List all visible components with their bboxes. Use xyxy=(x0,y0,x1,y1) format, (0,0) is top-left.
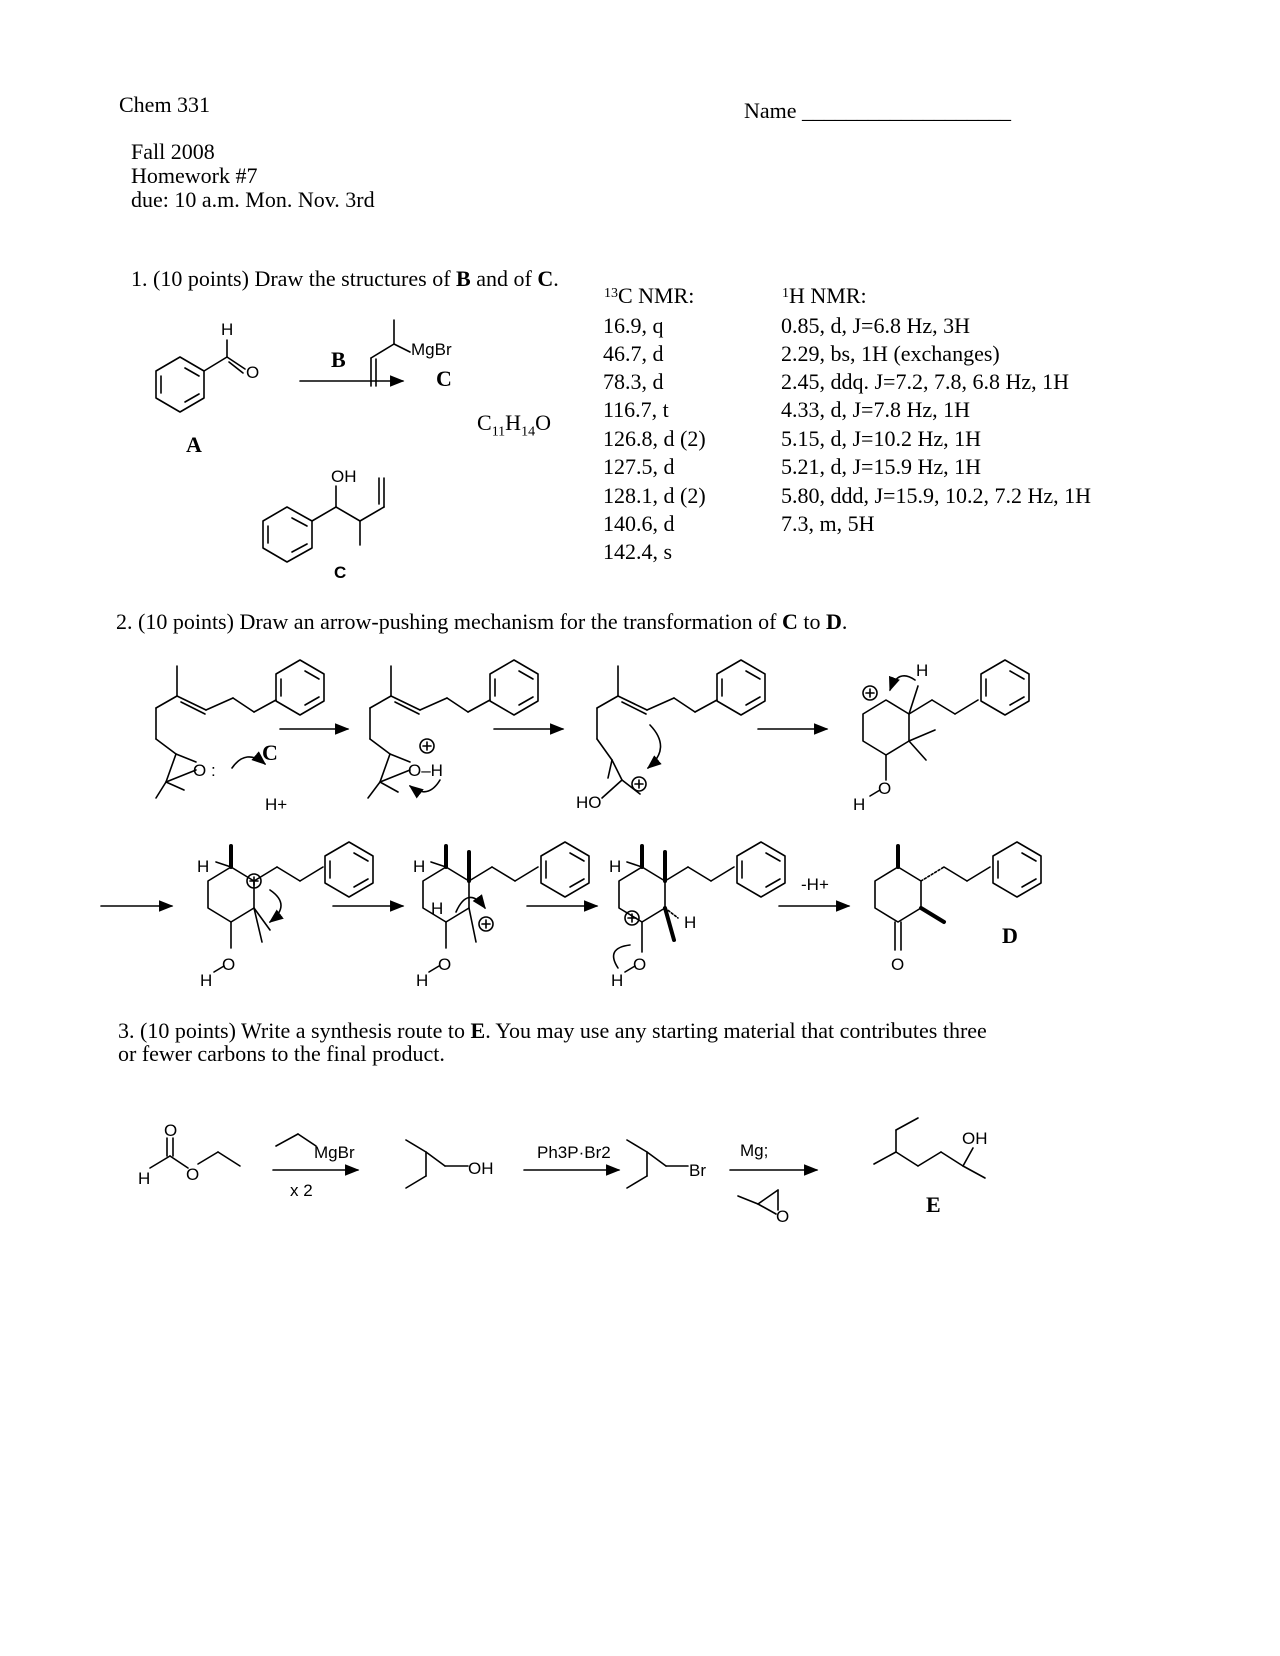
h1-superscript: 1 xyxy=(782,286,789,301)
q2-prompt-d: D xyxy=(825,609,842,634)
h1-peak: 5.21, d, J=15.9 Hz, 1H xyxy=(781,454,982,479)
atom-label: Br xyxy=(689,1161,706,1180)
compound-label-c-small: C xyxy=(334,563,347,582)
h1-peak: 4.33, d, J=7.8 Hz, 1H xyxy=(781,397,971,422)
c13-peak: 140.6, d xyxy=(603,511,675,536)
propylene-oxide-structure xyxy=(738,1190,778,1214)
q1-prompt-period: . xyxy=(553,266,559,291)
q3-prompt-e: E xyxy=(470,1018,486,1043)
hydride-shift-cation-structure xyxy=(208,842,373,972)
h1-peak: 7.3, m, 5H xyxy=(781,511,875,536)
c13-peak: 128.1, d (2) xyxy=(603,483,706,508)
q3-prompt-end: . You may use any starting material that contributes three xyxy=(485,1018,987,1043)
atom-label: O xyxy=(222,955,236,974)
q1-prompt-and: and of xyxy=(470,266,538,291)
h1-peak: 0.85, d, J=6.8 Hz, 3H xyxy=(781,313,971,338)
name-field-label: Name ___________________ xyxy=(744,98,1012,123)
due-date: due: 10 a.m. Mon. Nov. 3rd xyxy=(131,187,375,212)
h1-peak: 5.80, ddd, J=15.9, 10.2, 7.2 Hz, 1H xyxy=(781,483,1092,508)
atom-label: H xyxy=(609,857,622,876)
c13-peak: 126.8, d (2) xyxy=(603,426,706,451)
curved-arrow xyxy=(648,725,661,768)
compound-label-c: C xyxy=(436,366,452,391)
q1-prompt-start: 1. (10 points) Draw the structures of xyxy=(131,266,457,291)
ethyl-grignard-structure xyxy=(276,1134,316,1146)
curved-arrow xyxy=(890,676,915,690)
atom-label: H xyxy=(853,795,866,814)
h1-peak: 5.15, d, J=10.2 Hz, 1H xyxy=(781,426,982,451)
alcohol-c-structure xyxy=(263,478,384,562)
compound-label-a: A xyxy=(186,432,202,457)
c13-peak: 127.5, d xyxy=(603,454,675,479)
compound-label-e: E xyxy=(926,1192,941,1217)
atom-label: H xyxy=(200,971,213,990)
atom-label: O xyxy=(878,779,892,798)
atom-label: O xyxy=(438,955,452,974)
atom-label: O xyxy=(891,955,905,974)
benzaldehyde-structure xyxy=(156,340,245,412)
atom-label: O xyxy=(164,1121,178,1140)
q2-prompt-to: to xyxy=(797,609,826,634)
oxocarbenium-structure xyxy=(619,842,785,972)
atom-label: O xyxy=(186,1165,200,1184)
h1-peak: 2.45, ddq. J=7.2, 7.8, 6.8 Hz, 1H xyxy=(781,369,1070,394)
reagent-label: MgBr xyxy=(411,340,452,359)
atom-label: H xyxy=(611,971,624,990)
atom-label: OH xyxy=(962,1129,988,1148)
atom-label: H xyxy=(413,857,426,876)
curved-arrow xyxy=(614,945,630,968)
crotyl-grignard-structure xyxy=(371,320,410,386)
protonated-oxygen: O–H xyxy=(408,761,443,780)
epoxide-oxygen: O : xyxy=(193,761,216,780)
atom-label: H xyxy=(916,661,929,680)
atom-label: H xyxy=(684,913,697,932)
c13-superscript: 13 xyxy=(604,286,618,301)
curved-arrow xyxy=(410,780,440,792)
atom-label: OH xyxy=(331,467,357,486)
reagent-label: Ph3P·Br2 xyxy=(537,1143,611,1162)
atom-label: H xyxy=(431,899,444,918)
tertiary-cation-structure xyxy=(597,660,765,798)
q3-prompt-start: 3. (10 points) Write a synthesis route to xyxy=(118,1018,471,1043)
course-title: Chem 331 xyxy=(119,92,211,117)
c13-peak: 116.7, t xyxy=(603,397,669,422)
curved-arrow xyxy=(456,897,485,912)
atom-label: O xyxy=(633,955,647,974)
ethyl-formate-structure xyxy=(150,1138,240,1168)
term: Fall 2008 xyxy=(131,139,215,164)
reagent-label: Mg; xyxy=(740,1141,769,1160)
q3-prompt-line2: or fewer carbons to the final product. xyxy=(118,1041,445,1066)
q2-prompt-start: 2. (10 points) Draw an arrow-pushing mechanism for the transformation of xyxy=(116,609,782,634)
c13-peak: 78.3, d xyxy=(603,369,664,394)
h1-peak: 2.29, bs, 1H (exchanges) xyxy=(781,341,1000,366)
atom-label: OH xyxy=(468,1159,494,1178)
atom-label: O xyxy=(246,363,260,382)
reagent-label: MgBr xyxy=(314,1143,355,1162)
pentanol-structure xyxy=(406,1140,468,1188)
hydroxyl-label: HO xyxy=(576,793,602,812)
atom-label: H xyxy=(221,320,234,339)
curved-arrow xyxy=(270,890,281,922)
methyl-shift-cation-structure xyxy=(423,842,589,972)
catalyst-label: C xyxy=(262,740,278,765)
c13-header-text: C NMR: xyxy=(618,283,695,308)
atom-label: O xyxy=(776,1207,790,1226)
q1-prompt-c: C xyxy=(537,266,554,291)
c13-peak: 16.9, q xyxy=(603,313,664,338)
q2-prompt-c: C xyxy=(781,609,798,634)
compound-label-d: D xyxy=(1002,923,1018,948)
cyclized-cation-structure xyxy=(863,660,1029,796)
h1-header-text: H NMR: xyxy=(789,283,867,308)
proton-label: H+ xyxy=(265,795,288,814)
alcohol-e-structure xyxy=(874,1118,985,1178)
q1-prompt-b: B xyxy=(456,266,471,291)
c13-peak: 142.4, s xyxy=(603,539,673,564)
q2-prompt-period: . xyxy=(841,609,848,634)
atom-label: H xyxy=(416,971,429,990)
deprotonation-label: -H+ xyxy=(801,875,829,894)
atom-label: H xyxy=(138,1169,151,1188)
molecular-formula: $C_{11}H_{14}O$ xyxy=(477,410,551,440)
compound-label-b: B xyxy=(331,347,346,372)
assignment: Homework #7 xyxy=(131,163,258,188)
equivalents-label: x 2 xyxy=(290,1181,313,1200)
c13-peak: 46.7, d xyxy=(603,341,664,366)
curved-arrow xyxy=(232,757,265,768)
bromide-structure xyxy=(627,1140,688,1188)
atom-label: H xyxy=(197,857,210,876)
